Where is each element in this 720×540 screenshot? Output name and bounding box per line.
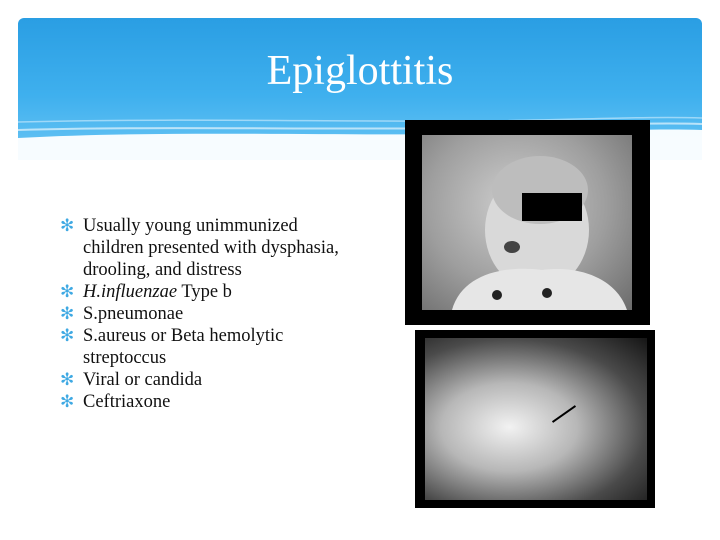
bullet-mark-icon: ✻ <box>60 370 75 389</box>
bullet-mark-icon: ✻ <box>60 392 75 411</box>
bullet-italic: H.influenzae <box>83 282 178 302</box>
bullet-mark-icon: ✻ <box>60 216 75 235</box>
arrow-icon <box>552 405 576 423</box>
bullet-text: Ceftriaxone <box>83 392 171 412</box>
bullet-item <box>60 215 360 281</box>
bullet-text: S.aureus or Beta hemolytic streptoccus <box>83 326 284 368</box>
child-silhouette <box>422 135 632 310</box>
eye-censor-bar <box>522 193 582 221</box>
xray-image <box>415 330 655 508</box>
bullet-item <box>60 281 360 303</box>
bullet-item <box>60 369 360 391</box>
bullet-item <box>60 303 360 325</box>
bullet-text: Viral or candida <box>83 370 203 390</box>
bullet-text: Type b <box>177 282 232 302</box>
photo-image <box>422 135 632 310</box>
xray-frame <box>425 338 647 500</box>
bullet-item <box>60 325 360 369</box>
bullet-text: Usually young unimmunized children presented with dysphasia, drooling, and distress <box>83 216 339 280</box>
slide-title: Epiglottitis <box>266 48 454 94</box>
bullet-mark-icon: ✻ <box>60 326 75 345</box>
bullet-mark-icon: ✻ <box>60 282 75 301</box>
bullet-text: S.pneumonae <box>83 304 184 324</box>
bullet-mark-icon: ✻ <box>60 304 75 323</box>
bullet-item <box>60 391 360 413</box>
bullet-list <box>60 215 360 413</box>
patient-photo <box>405 120 650 325</box>
